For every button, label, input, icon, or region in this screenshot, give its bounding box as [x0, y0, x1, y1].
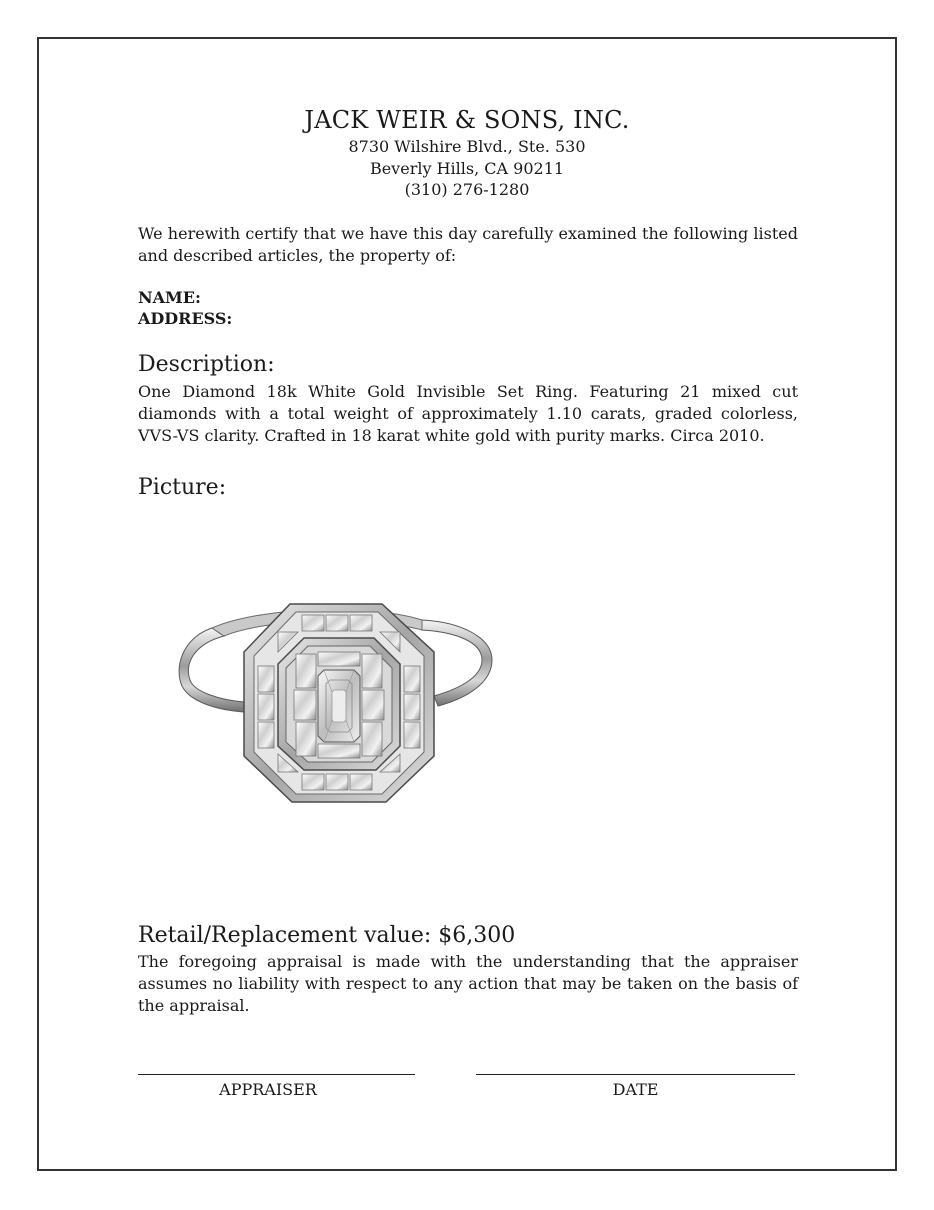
appraisal-disclaimer: The foregoing appraisal is made with the understanding that the appraiser assumes no liability with respect to any action that may be taken on the basis of the appraisal. — [138, 952, 798, 1015]
description-heading: Description: — [138, 352, 275, 377]
appraiser-label: APPRAISER — [219, 1080, 317, 1099]
picture-heading: Picture: — [138, 475, 227, 500]
certification-statement: We herewith certify that we have this day carefully examined the following listed and described articles, the property of: — [138, 224, 798, 265]
appraiser-signature-line — [138, 1074, 415, 1075]
description-text: One Diamond 18k White Gold Invisible Set Ring. Featuring 21 mixed cut diamonds with a total weight of approximately 1.10 carats, graded colorless, VVS-VS clarity. Crafted in 18 karat white gold with purity marks. Circa 2010. — [138, 382, 798, 445]
name-field-label: NAME: — [138, 288, 201, 307]
company-address-line2: Beverly Hills, CA 90211 — [369, 159, 565, 178]
company-name: JACK WEIR & SONS, INC. — [304, 106, 630, 134]
date-label: DATE — [612, 1080, 659, 1099]
retail-value-heading: Retail/Replacement value: $6,300 — [138, 923, 516, 948]
company-phone: (310) 276-1280 — [404, 180, 530, 199]
company-address-line1: 8730 Wilshire Blvd., Ste. 530 — [348, 137, 586, 156]
date-signature-line — [476, 1074, 795, 1075]
address-field-label: ADDRESS: — [138, 309, 233, 328]
ring-photo — [172, 598, 498, 804]
